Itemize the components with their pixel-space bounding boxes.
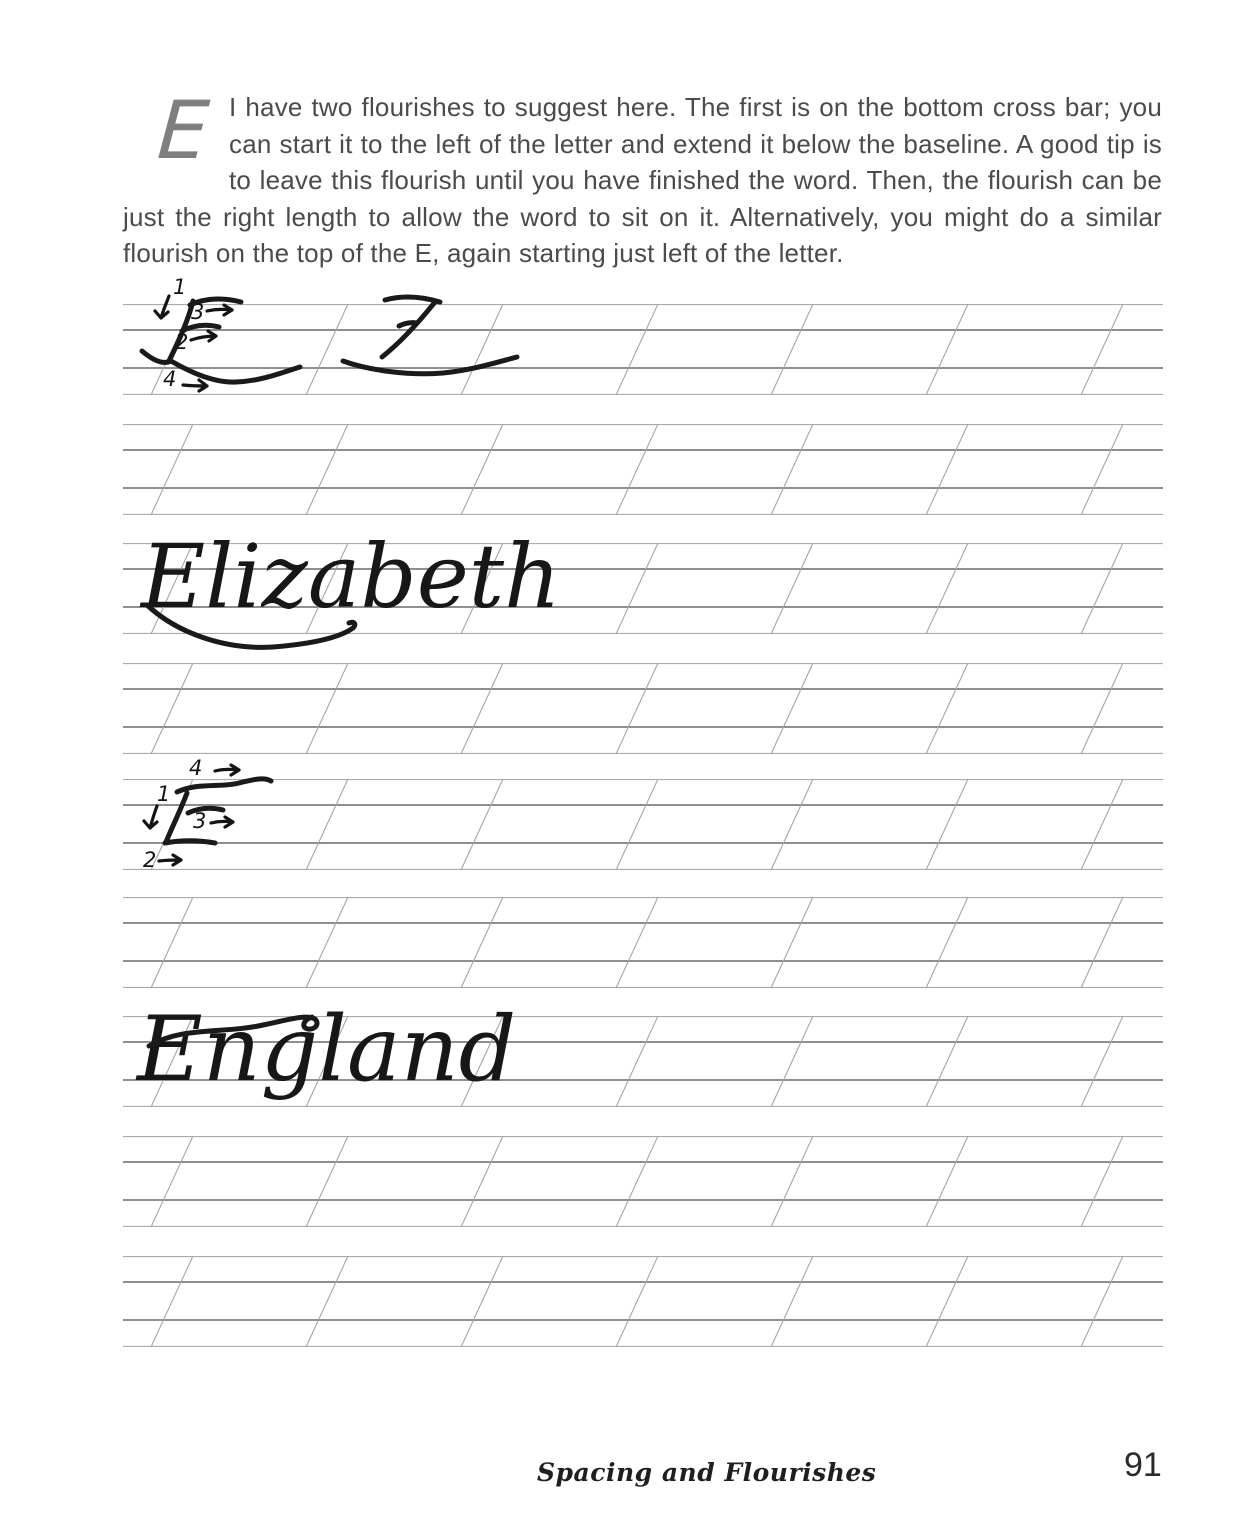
practice-row-9 [123,1256,1163,1347]
arrow-right-icon [159,855,181,865]
guideline-grid [123,897,1163,988]
footer-section-title: Spacing and Flourishes [537,1458,877,1487]
practice-row-4 [123,663,1163,754]
guide-row-svg [123,756,1163,872]
guide-row-svg [123,663,1163,754]
practice-row-7 [123,997,1163,1107]
stroke-order-example-e-bottom-flourish [142,275,300,391]
sample-letter-e-bottom-flourish [343,297,517,374]
arrow-right-icon [207,305,232,315]
stroke-number-4: 4 [163,367,177,391]
practice-row-2 [123,424,1163,515]
arrow-right-icon [215,765,239,775]
stroke-number-1: 1 [173,275,187,299]
guideline-grid [123,1256,1163,1347]
guide-row-svg [123,1256,1163,1347]
practice-row-8 [123,1136,1163,1227]
stroke-number-3: 3 [193,809,207,833]
sample-word-england [135,997,516,1102]
guideline-grid [123,663,1163,754]
intro-text: I have two flourishes to suggest here. The first is on the bottom cross bar; you can start it to the left of the letter and extend it below the baseline. A good tip is to leave this flourish until you have finished the word. Then, the flourish can be just the right length to allow the word to sit on it. Alternatively, you might do a similar flourish on the top of the E, again starting just left of the letter. [123,92,1162,269]
stroke-number-1: 1 [157,782,171,806]
practice-row-3 [123,525,1163,634]
intro-paragraph [123,84,1162,272]
page-number: 91 [1124,1446,1162,1484]
e-top-bar-stroke [385,297,440,302]
guide-row-svg [123,1136,1163,1227]
arrow-right-icon [183,380,207,391]
arrow-right-icon [191,331,216,341]
stroke-number-3: 3 [191,300,205,324]
guide-row-svg [123,897,1163,988]
drop-cap-letter [123,84,229,189]
sample-word-text: Elizabeth [141,525,561,628]
guideline-grid [123,304,1163,395]
sample-word-elizabeth [139,525,561,647]
arrow-right-icon [211,817,233,827]
e-bottom-flourish-stroke [343,357,517,374]
drop-cap-glyph: E [154,84,213,177]
practice-row-6 [123,897,1163,988]
practice-row-5 [123,756,1163,872]
arrow-down-icon [155,296,169,318]
practice-row-1 [123,275,1163,395]
e-bottom-bar-stroke [165,841,215,843]
e-top-flourish-stroke [177,779,271,792]
sample-word-text: England [137,997,517,1102]
stroke-number-2: 2 [143,848,157,872]
guideline-grid [123,424,1163,515]
guide-row-svg [123,997,1163,1107]
guideline-grid [123,779,1163,870]
arrow-down-icon [144,806,157,828]
guide-row-svg [123,424,1163,515]
stroke-number-2: 2 [175,330,189,354]
guide-row-svg [123,525,1163,634]
guide-row-svg [123,275,1163,395]
guideline-grid [123,1136,1163,1227]
stroke-order-example-e-top-flourish [143,756,271,872]
stroke-number-4: 4 [189,756,203,780]
